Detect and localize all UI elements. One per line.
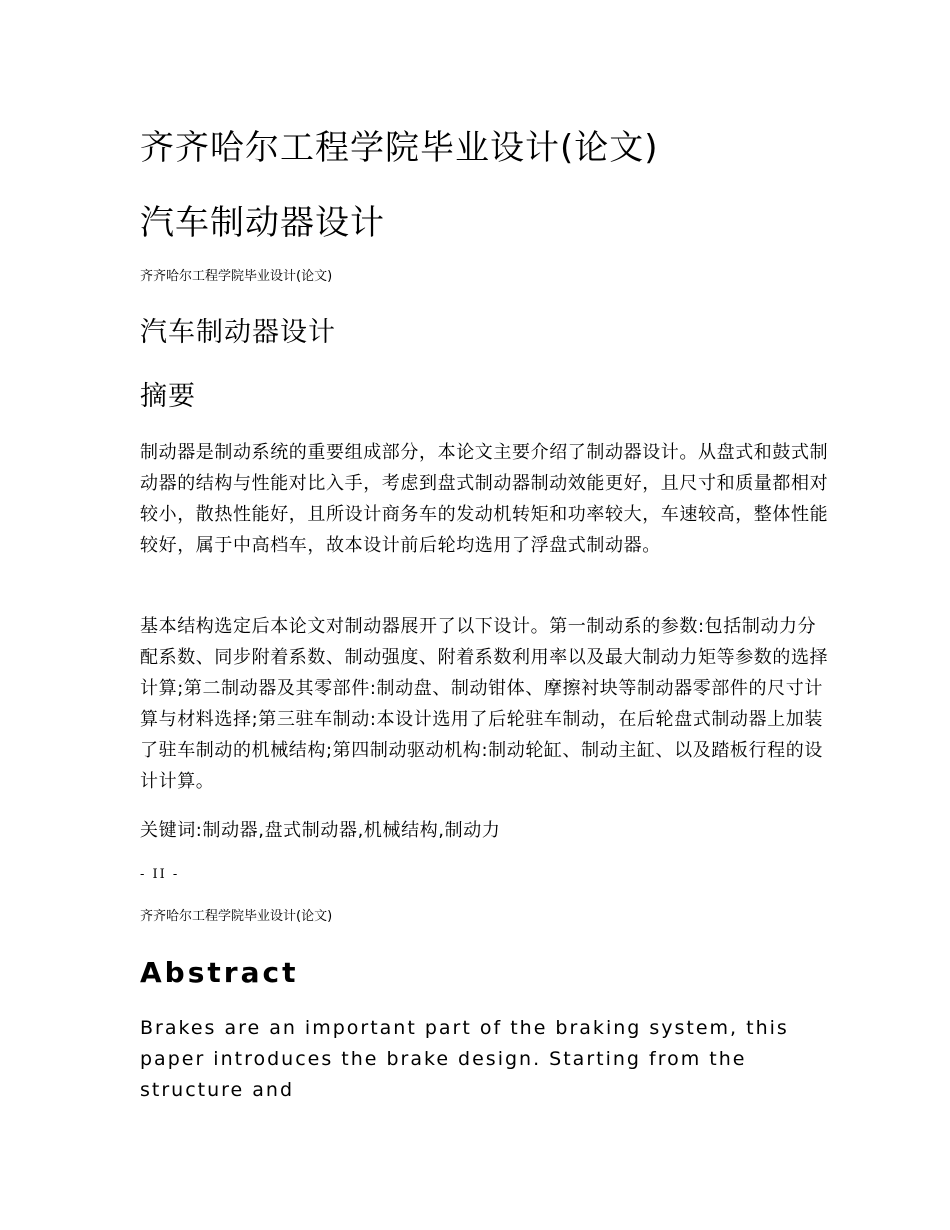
thesis-subtitle: 汽车制动器设计 — [140, 317, 336, 348]
abstract-en-heading: Abstract — [140, 956, 299, 989]
cover-thesis-title: 汽车制动器设计 — [140, 203, 385, 243]
cover-school-title: 齐齐哈尔工程学院毕业设计(论文) — [140, 128, 659, 168]
abstract-cn-paragraph-2: 基本结构选定后本论文对制动器展开了以下设计。第一制动系的参数:包括制动力分配系数、同步附着系数、制动强度、附着系数利用率以及最大制动力矩等参数的选择计算;第二制动器及其零部件:制动盘、制动钳体、摩擦衬块等制动器零部件的尺寸计算与材料选择;第三驻车制动:本设计选用了后轮驻车制动，在后轮盘式制动器上加装了驻车制动的机械结构;第四制动驱动机构:制动轮缸、制动主缸、以及踏板行程的设计计算。 — [140, 616, 829, 792]
running-header: 齐齐哈尔工程学院毕业设计(论文) — [140, 269, 333, 284]
abstract-cn-heading: 摘要 — [140, 381, 196, 412]
abstract-en-paragraph-1: Brakes are an important part of the braking system, this paper introduces the brake design. Starting from the structure and — [140, 1017, 789, 1101]
abstract-cn-keywords: 关键词:制动器,盘式制动器,机械结构,制动力 — [140, 820, 501, 841]
page-number: - II - — [140, 867, 180, 882]
running-header-2: 齐齐哈尔工程学院毕业设计(论文) — [140, 909, 333, 924]
abstract-cn-paragraph-1: 制动器是制动系统的重要组成部分，本论文主要介绍了制动器设计。从盘式和鼓式制动器的结构与性能对比入手，考虑到盘式制动器制动效能更好，且尺寸和质量都相对较小，散热性能好，且所设计商务车的发动机转矩和功率较大，车速较高，整体性能较好，属于中高档车，故本设计前后轮均选用了浮盘式制动器。 — [140, 442, 829, 556]
